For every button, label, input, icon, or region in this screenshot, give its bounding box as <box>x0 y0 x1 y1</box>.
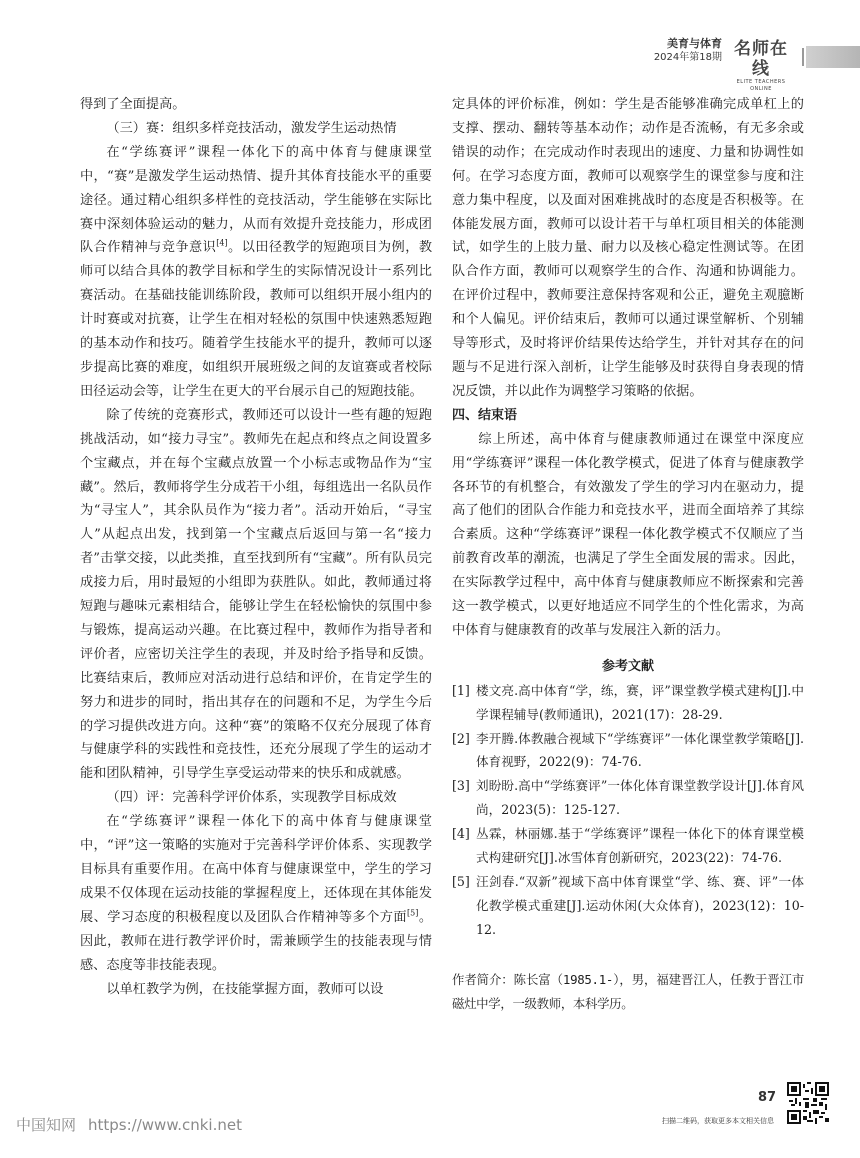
paragraph-text: 在“学练赛评”课程一体化下的高中体育与健康课堂中，“评”这一策略的实施对于完善科学评价体系、实现教学目标具有重要作用。在高中体育与健康课堂中，学生的学习成果不仅体现在运动技能的掌握程度上，还体现在其体能发展、学习态度的积极程度以及团队合作精神等多个方面 <box>80 814 432 925</box>
reference-item <box>452 774 804 822</box>
reference-number: [1] <box>452 682 470 698</box>
reference-number: [2] <box>452 730 470 746</box>
reference-item <box>452 727 804 775</box>
right-column <box>452 93 804 1016</box>
reference-number: [3] <box>452 778 470 794</box>
reference-text: 楼文亮.高中体育“学，练，赛，评”课堂教学模式建构[J].中学课程辅导(教师通讯)，2021(17)：28-29. <box>476 682 804 722</box>
paragraph: 以单杠教学为例，在技能掌握方面，教师可以设 <box>106 981 384 997</box>
logo-sub-text: ELITE TEACHERS ONLINE <box>736 79 786 92</box>
reference-number: [4] <box>452 826 470 842</box>
reference-text: 刘盼盼.高中“学练赛评”一体化体育课堂教学设计[J].体育风尚，2023(5)：125-127. <box>476 778 804 818</box>
qr-code-icon[interactable] <box>787 1082 829 1124</box>
paragraph: 得到了全面提高。 <box>80 97 186 112</box>
references-list <box>452 679 804 942</box>
cnki-watermark <box>16 1114 242 1135</box>
page-number: 87 <box>758 1090 777 1105</box>
subsection-heading-sai: （三）赛：组织多样竞技活动，激发学生运动热情 <box>106 120 397 136</box>
cnki-url: https://www.cnki.net <box>88 1116 242 1134</box>
section-heading-conclusion: 四、结束语 <box>452 407 518 423</box>
header-text-block <box>654 36 722 64</box>
reference-item <box>452 870 804 942</box>
paragraph: 除了传统的竞赛形式，教师还可以设计一些有趣的短跑挑战活动，如“接力寻宝”。教师先在起点和终点之间设置多个宝藏点，并在每个宝藏点放置一个小标志或物品作为“宝藏”。然后，教师将学生分成若干小组，每组选出一名队员作为“寻宝人”，其余队员作为“接力者”。活动开始后，“寻宝人”从起点出发，找到第一个宝藏点后返回与第一名“接力者”击掌交接，以此类推，直至找到所有“宝藏”。所有队员完成接力后，用时最短的小组即为获胜队。如此，教师通过将短跑与趣味元素相结合，能够让学生在轻松愉快的氛围中参与锻炼，提高运动兴趣。在比赛过程中，教师作为指导者和评价者，应密切关注学生的表现，并及时给予指导和反馈。比赛结束后，教师应对活动进行总结和评价，在肯定学生的努力和进步的同时，指出其存在的问题和不足，为学生今后的学习提供改进方向。这种“赛”的策略不仅充分展现了体育与健康学科的实践性和竞技性，还充分展现了学生的运动才能和团队精神，引导学生享受运动带来的快乐和成就感。 <box>80 407 432 782</box>
reference-text: 丛霖，林丽娜.基于“学练赛评”课程一体化下的体育课堂模式构建研究[J].冰雪体育创新研究，2023(22)：74-76. <box>476 826 804 866</box>
journal-header <box>0 36 860 92</box>
citation-ref: [5] <box>407 908 419 918</box>
reference-item <box>452 822 804 870</box>
paragraph <box>80 810 432 977</box>
left-column <box>80 93 432 1001</box>
header-gray-bar <box>806 46 860 68</box>
paragraph: 定具体的评价标准，例如：学生是否能够准确完成单杠上的支撑、摆动、翻转等基本动作；动作是否流畅，有无多余或错误的动作；在完成动作时表现出的速度、力量和协调性如何。在学习态度方面，教师可以观察学生的课堂参与度和注意力集中程度，以及面对困难挑战时的态度是否积极等。在体能发展方面，教师可以设计若干与单杠项目相关的体能测试，如学生的上肢力量、耐力以及核心稳定性测试等。在团队合作方面，教师可以观察学生的合作、沟通和协调能力。在评价过程中，教师要注意保持客观和公正，避免主观臆断和个人偏见。评价结束后，教师可以通过课堂解析、个别辅导等形式，及时将评价结果传达给学生，并针对其存在的问题与不足进行深入剖析，让学生能够及时获得自身表现的情况反馈，并以此作为调整学习策略的依据。 <box>452 97 804 399</box>
journal-issue: 2024年第18期 <box>653 52 722 63</box>
paragraph-text: 在“学练赛评”课程一体化下的高中体育与健康课堂中，“赛”是激发学生运动热情、提升其体育技能水平的重要途径。通过精心组织多样性的竞技活动，学生能够在实际比赛中深刻体验运动的魅力，从而有效提升竞技能力，形成团队合作精神与竞争意识 <box>80 144 432 256</box>
subsection-heading-ping: （四）评：完善科学评价体系，实现教学目标成效 <box>106 790 397 806</box>
paragraph <box>80 141 432 404</box>
journal-logo <box>726 39 796 92</box>
journal-section-name: 美育与体育 <box>667 37 722 50</box>
reference-number: [5] <box>452 874 470 889</box>
paragraph-text: 。以田径教学的短跑项目为例，教师可以结合具体的教学目标和学生的实际情况设计一系列比赛活动。在基础技能训练阶段，教师可以组织开展小组内的计时赛或对抗赛，让学生在相对轻松的氛围中快速熟悉短跑的基本动作和技巧。随着学生技能水平的提升，教师可以逐步提高比赛的难度，如组织开展班级之间的友谊赛或者校际田径运动会等，让学生在更大的平台展示自己的短跑技能。 <box>80 240 433 399</box>
logo-main-text: 名师在线 <box>734 39 788 79</box>
reference-item <box>452 679 804 727</box>
qr-caption: 扫描二维码，获取更多本文相关信息 <box>662 1117 774 1125</box>
cnki-name: 中国知网 <box>16 1116 77 1134</box>
paragraph-text: 。因此，教师在进行教学评价时，需兼顾学生的技能表现与情感、态度等非技能表现。 <box>80 909 433 973</box>
header-divider <box>802 48 804 66</box>
citation-ref: [4] <box>216 239 228 249</box>
author-bio: 作者简介：陈长富（1985.1-），男，福建晋江人，任教于晋江市磁灶中学，一级教师，本科学历。 <box>452 971 804 1011</box>
reference-text: 汪剑春.“双新”视域下高中体育课堂“学、练、赛、评”一体化教学模式重建[J].运动休闲(大众体育)，2023(12)：10-12. <box>476 874 804 937</box>
references-title: 参考文献 <box>601 658 654 674</box>
paragraph: 综上所述，高中体育与健康教师通过在课堂中深度应用“学练赛评”课程一体化教学模式，促进了体育与健康教学各环节的有机整合，有效激发了学生的学习内在驱动力，提高了他们的团队合作能力和竞技水平，进而全面培养了其综合素质。这种“学练赛评”课程一体化教学模式不仅顺应了当前教育改革的潮流，也满足了学生全面发展的需求。因此，在实际教学过程中，高中体育与健康教师应不断探索和完善这一教学模式，以更好地适应不同学生的个性化需求，为高中体育与健康教育的改革与发展注入新的活力。 <box>452 431 804 638</box>
reference-text: 李开腾.体教融合视域下“学练赛评”一体化课堂教学策略[J].体育视野，2022(9)：74-76. <box>476 730 804 770</box>
